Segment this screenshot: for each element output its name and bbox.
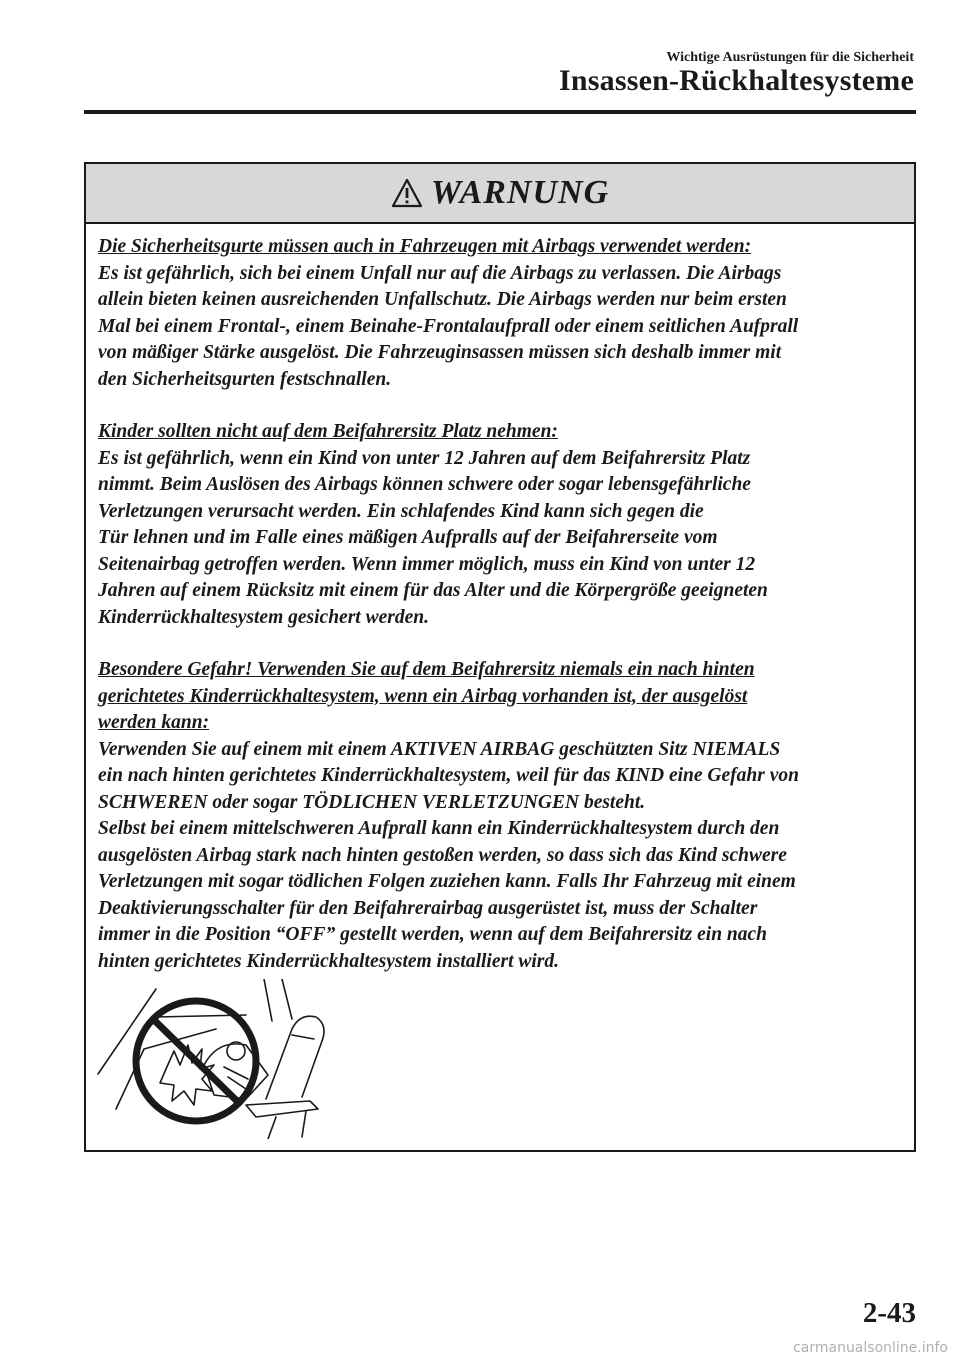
header-section-label: Wichtige Ausrüstungen für die Sicherheit	[666, 50, 914, 65]
paragraph-line: Jahren auf einem Rücksitz mit einem für das Alter und die Körpergröße geeigneten	[98, 580, 768, 601]
paragraph-line: Selbst bei einem mittelschweren Aufprall kann ein Kinderrückhaltesystem durch den	[98, 818, 780, 839]
paragraph-line: nimmt. Beim Auslösen des Airbags können schwere oder sogar lebensgefährliche	[98, 474, 751, 495]
header-rule	[84, 110, 916, 114]
warning-paragraph	[98, 657, 900, 975]
paragraph-heading: Die Sicherheitsgurte müssen auch in Fahrzeugen mit Airbags verwendet werden:	[98, 236, 752, 257]
paragraph-line: Kinderrückhaltesystem gesichert werden.	[98, 606, 429, 628]
warning-body	[86, 224, 914, 975]
paragraph-heading: Kinder sollten nicht auf dem Beifahrersitz Platz nehmen:	[98, 421, 558, 442]
paragraph-line: SCHWEREN oder sogar TÖDLICHEN VERLETZUNGEN besteht.	[98, 791, 646, 813]
paragraph-line: Mal bei einem Frontal-, einem Beinahe-Frontalaufprall oder einem seitlichen Aufprall	[98, 315, 799, 337]
page-number: 2-43	[862, 1297, 916, 1329]
paragraph-line: hinten gerichtetes Kinderrückhaltesystem installiert wird.	[98, 950, 560, 972]
warning-title: WARNUNG	[430, 174, 610, 211]
paragraph-line: allein bieten keinen ausreichenden Unfallschutz. Die Airbags werden nur beim ersten	[98, 289, 787, 310]
warning-box	[84, 162, 916, 1152]
paragraph-line: Deaktivierungsschalter für den Beifahrerairbag ausgerüstet ist, muss der Schalter	[98, 897, 758, 919]
warning-header	[86, 164, 914, 224]
paragraph-heading: werden kann:	[98, 712, 210, 733]
paragraph-line: Verletzungen verursacht werden. Ein schlafendes Kind kann sich gegen die	[98, 500, 704, 522]
paragraph-line: von mäßiger Stärke ausgelöst. Die Fahrzeuginsassen müssen sich deshalb immer mit	[98, 342, 782, 363]
paragraph-line: Seitenairbag getroffen werden. Wenn immer möglich, muss ein Kind von unter 12	[98, 553, 756, 575]
paragraph-line: ein nach hinten gerichtetes Kinderrückhaltesystem, weil für das KIND eine Gefahr von	[98, 765, 799, 786]
warning-paragraph	[98, 419, 900, 631]
paragraph-heading: Besondere Gefahr! Verwenden Sie auf dem Beifahrersitz niemals ein nach hinten	[98, 659, 755, 680]
paragraph-line: ausgelösten Airbag stark nach hinten gestoßen werden, so dass sich das Kind schwere	[98, 844, 787, 866]
no-rear-facing-child-seat-with-airbag-icon	[96, 979, 326, 1139]
warning-paragraph	[98, 234, 900, 393]
watermark: carmanualsonline.info	[793, 1340, 948, 1356]
paragraph-line: Verwenden Sie auf einem mit einem AKTIVEN AIRBAG geschützten Sitz NIEMALS	[98, 738, 781, 760]
paragraph-line: Es ist gefährlich, wenn ein Kind von unter 12 Jahren auf dem Beifahrersitz Platz	[98, 447, 751, 469]
paragraph-line: Tür lehnen und im Falle eines mäßigen Aufpralls auf der Beifahrerseite vom	[98, 527, 718, 548]
warning-triangle-icon	[391, 178, 423, 208]
page-title: Insassen-Rückhaltesysteme	[558, 64, 914, 97]
paragraph-line: den Sicherheitsgurten festschnallen.	[98, 368, 392, 390]
paragraph-heading: gerichtetes Kinderrückhaltesystem, wenn ein Airbag vorhanden ist, der ausgelöst	[98, 685, 748, 707]
paragraph-line: immer in die Position “OFF” gestellt werden, wenn auf dem Beifahrersitz ein nach	[98, 924, 768, 945]
paragraph-line: Es ist gefährlich, sich bei einem Unfall nur auf die Airbags zu verlassen. Die Airbags	[98, 262, 782, 284]
paragraph-line: Verletzungen mit sogar tödlichen Folgen zuziehen kann. Falls Ihr Fahrzeug mit einem	[98, 871, 796, 892]
